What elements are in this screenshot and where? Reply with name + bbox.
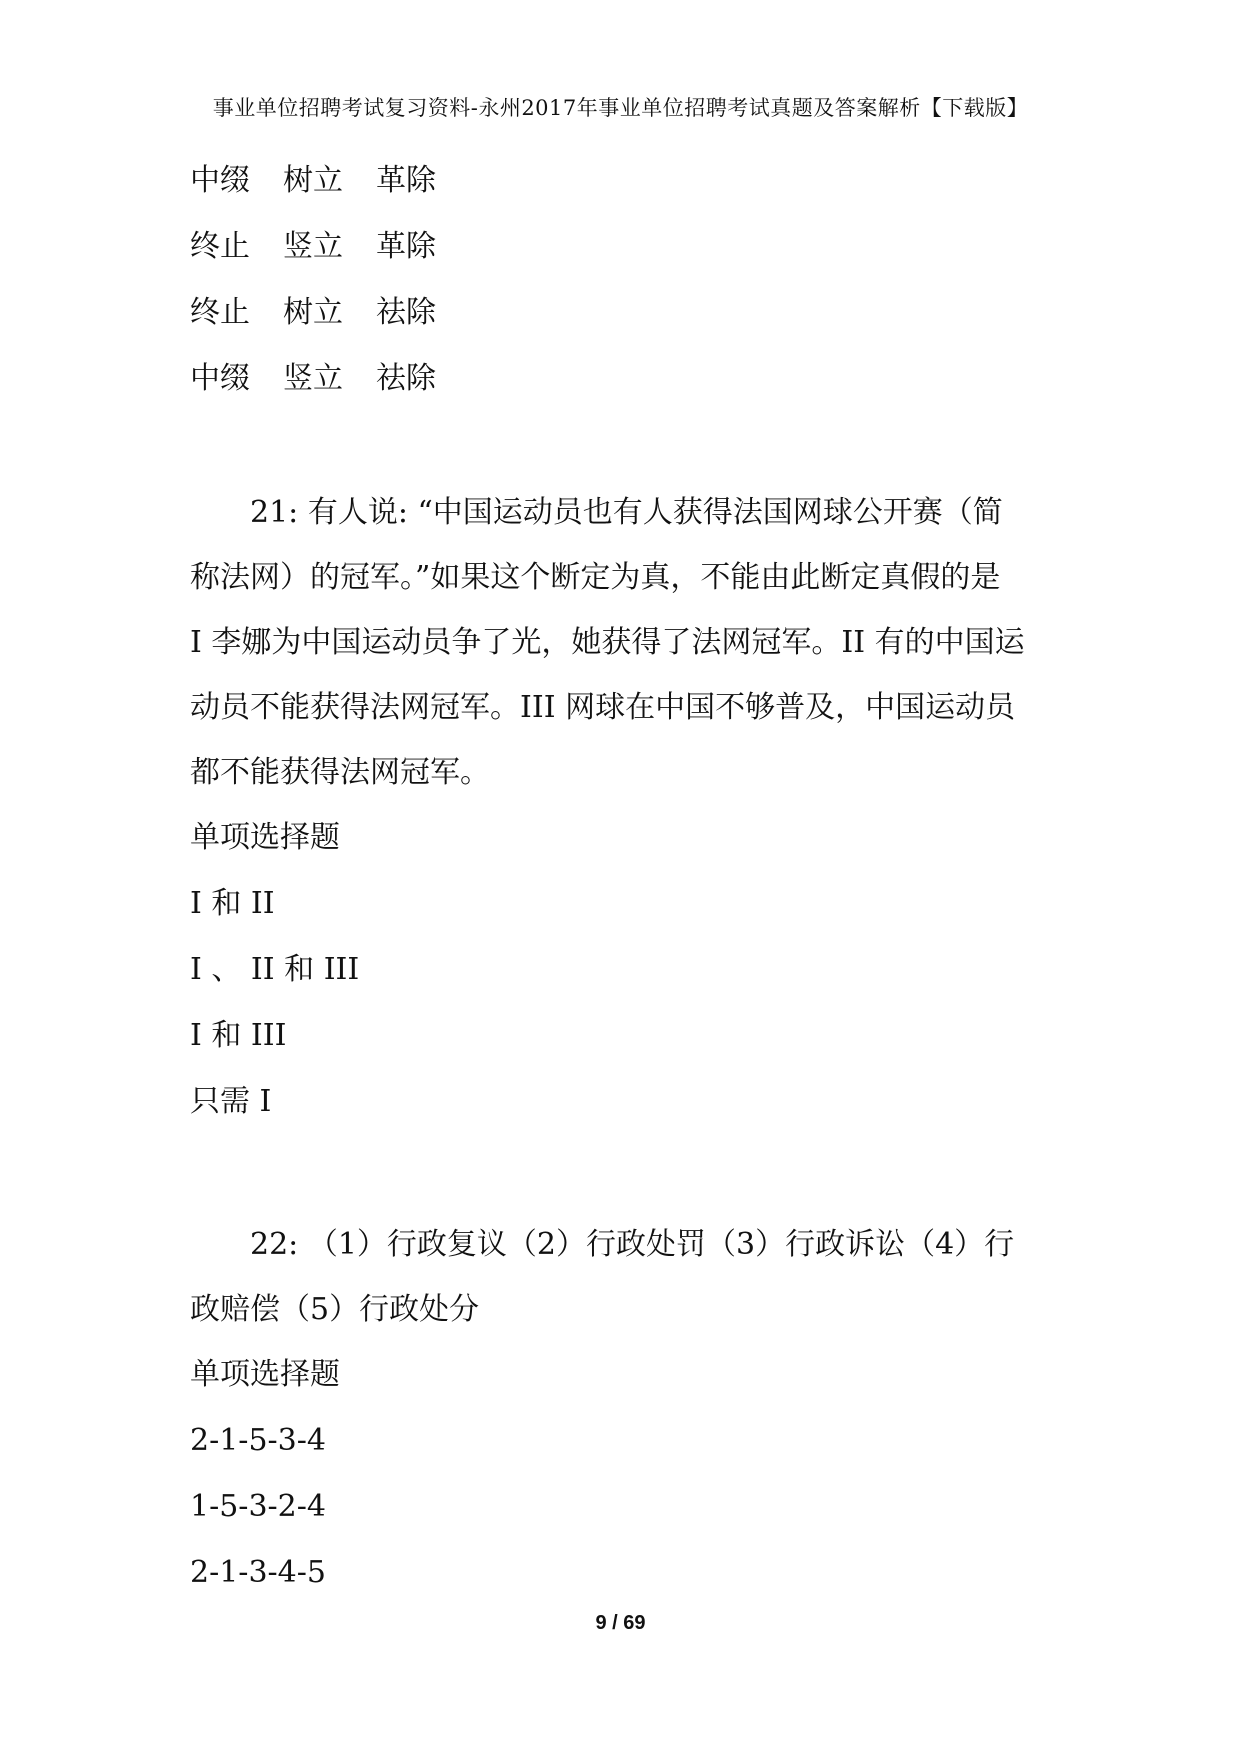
option-b: 终止 竖立 革除 <box>190 229 436 264</box>
question-21 <box>190 480 1060 1135</box>
option-c: I 和 III <box>190 1018 287 1053</box>
option-d: 中缀 竖立 祛除 <box>190 361 436 396</box>
option-c: 终止 树立 祛除 <box>190 295 436 330</box>
option-b: 1-5-3-2-4 <box>190 1489 326 1524</box>
prev-question-options <box>190 148 1060 412</box>
question-type: 单项选择题 <box>190 1357 340 1392</box>
option-a: I 和 II <box>190 886 275 921</box>
option-c: 2-1-3-4-5 <box>190 1555 326 1590</box>
question-21-stem: 21: 有人说: “中国运动员也有人获得法国网球公开赛（简 称法网）的冠军。”如果这个断定为真，不能由此断定真假的是 I 李娜为中国运动员争了光，她获得了法网冠军。II 有的中国运 动员不能获得法网冠军。III 网球在中国不够普及，中国运动员 都不能获得法网冠军。 <box>190 495 1025 790</box>
option-a: 2-1-5-3-4 <box>190 1423 326 1458</box>
question-type: 单项选择题 <box>190 820 340 855</box>
page-header: 事业单位招聘考试复习资料-永州2017年事业单位招聘考试真题及答案解析【下载版】 <box>212 96 1029 120</box>
option-a: 中缀 树立 革除 <box>190 163 436 198</box>
option-b: I 、 II 和 III <box>190 952 360 987</box>
question-22 <box>190 1212 1060 1606</box>
question-22-stem: 22: （1）行政复议（2）行政处罚（3）行政诉讼（4）行 政赔偿（5）行政处分 <box>190 1227 1015 1327</box>
option-d: 只需 I <box>190 1084 272 1119</box>
page-number: 9 / 69 <box>595 1612 646 1634</box>
